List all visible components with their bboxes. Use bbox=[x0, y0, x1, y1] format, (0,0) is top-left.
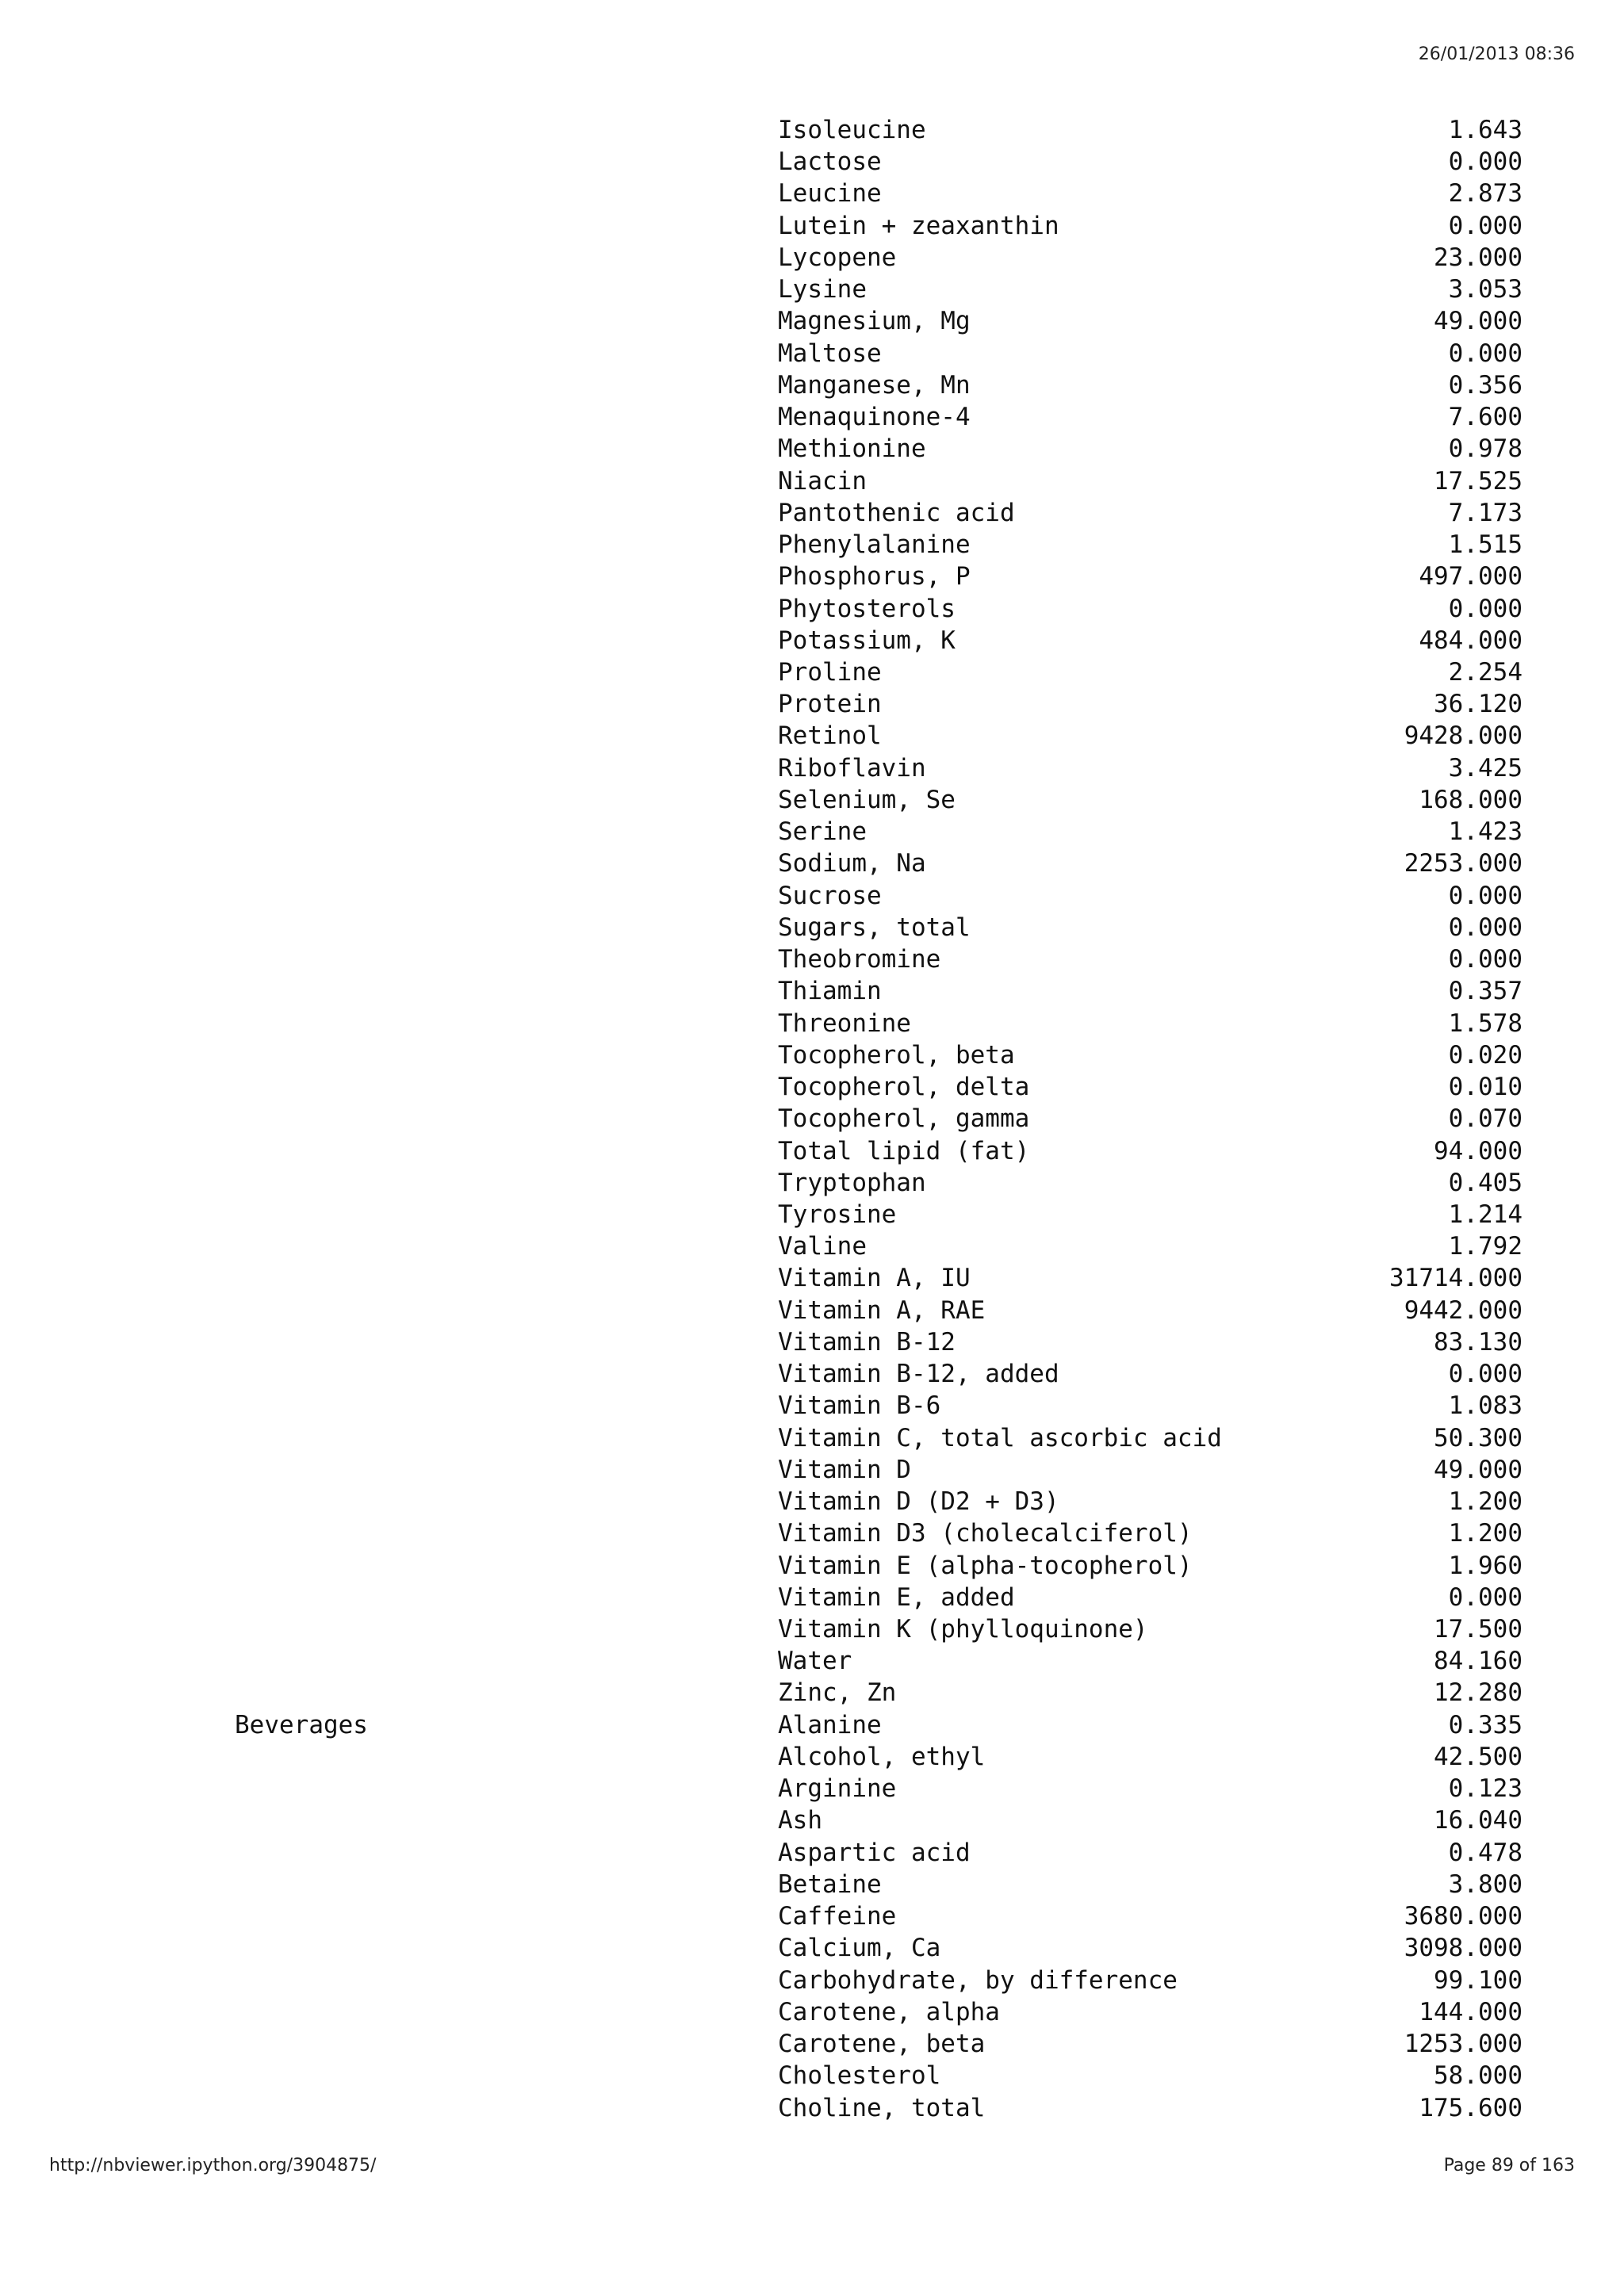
nutrient-value-cell: 168.000 bbox=[1419, 785, 1522, 814]
nutrient-value-cell: 12.280 bbox=[1434, 1678, 1522, 1708]
nutrient-value-cell: 1.423 bbox=[1448, 817, 1522, 847]
nutrient-value-cell: 0.000 bbox=[1448, 1582, 1522, 1612]
nutrient-value-cell: 17.500 bbox=[1434, 1615, 1522, 1644]
nutrient-name-cell: Vitamin E, added bbox=[778, 1582, 1015, 1612]
table-row bbox=[0, 1709, 1624, 1741]
nutrient-name-cell: Vitamin E (alpha-tocopherol) bbox=[778, 1551, 1193, 1580]
table-row bbox=[0, 1262, 1624, 1294]
nutrient-name-cell: Alanine bbox=[778, 1710, 882, 1739]
nutrient-name-cell: Tocopherol, beta bbox=[778, 1040, 1015, 1070]
nutrient-name-cell: Methionine bbox=[778, 434, 926, 464]
nutrient-name-cell: Vitamin K (phylloquinone) bbox=[778, 1615, 1148, 1644]
nutrient-name-cell: Leucine bbox=[778, 179, 882, 209]
nutrient-value-cell: 0.010 bbox=[1448, 1073, 1522, 1102]
nutrient-value-cell: 497.000 bbox=[1419, 562, 1522, 591]
nutrient-name-cell: Pantothenic acid bbox=[778, 498, 1015, 527]
table-row bbox=[0, 1773, 1624, 1804]
table-row bbox=[0, 816, 1624, 848]
nutrient-value-cell: 36.120 bbox=[1434, 690, 1522, 719]
table-row bbox=[0, 1295, 1624, 1326]
nutrient-value-cell: 1253.000 bbox=[1404, 2030, 1522, 2059]
nutrient-value-cell: 0.478 bbox=[1448, 1838, 1522, 1867]
nutrient-value-cell: 49.000 bbox=[1434, 307, 1522, 336]
nutrient-value-cell: 1.200 bbox=[1448, 1487, 1522, 1517]
nutrient-value-cell: 50.300 bbox=[1434, 1423, 1522, 1452]
table-row bbox=[0, 1103, 1624, 1135]
nutrient-value-cell: 3.053 bbox=[1448, 275, 1522, 304]
nutrient-name-cell: Retinol bbox=[778, 721, 882, 751]
nutrient-value-cell: 144.000 bbox=[1419, 1997, 1522, 2026]
nutrient-name-cell: Maltose bbox=[778, 339, 882, 368]
nutrient-name-cell: Calcium, Ca bbox=[778, 1934, 941, 1963]
nutrient-name-cell: Theobromine bbox=[778, 945, 941, 974]
table-row bbox=[0, 305, 1624, 337]
nutrient-value-cell: 49.000 bbox=[1434, 1455, 1522, 1484]
nutrient-value-cell: 2253.000 bbox=[1404, 849, 1522, 878]
table-row bbox=[0, 210, 1624, 242]
nutrient-name-cell: Selenium, Se bbox=[778, 785, 956, 814]
nutrient-value-cell: 42.500 bbox=[1434, 1742, 1522, 1771]
nutrient-value-cell: 0.357 bbox=[1448, 977, 1522, 1006]
table-row bbox=[0, 1869, 1624, 1900]
table-row bbox=[0, 274, 1624, 305]
nutrient-value-cell: 16.040 bbox=[1434, 1806, 1522, 1835]
nutrient-name-cell: Vitamin B-6 bbox=[778, 1391, 941, 1421]
table-row bbox=[0, 561, 1624, 592]
nutrient-name-cell: Niacin bbox=[778, 466, 867, 496]
nutrient-value-cell: 0.000 bbox=[1448, 945, 1522, 974]
table-row bbox=[0, 114, 1624, 146]
table-row bbox=[0, 242, 1624, 274]
table-row bbox=[0, 943, 1624, 975]
nutrient-value-cell: 1.515 bbox=[1448, 530, 1522, 560]
table-row bbox=[0, 912, 1624, 943]
nutrient-name-cell: Serine bbox=[778, 817, 867, 847]
nutrient-value-cell: 1.578 bbox=[1448, 1008, 1522, 1038]
nutrient-value-cell: 3.800 bbox=[1448, 1869, 1522, 1899]
nutrient-name-cell: Tocopherol, gamma bbox=[778, 1104, 1030, 1134]
table-row bbox=[0, 1804, 1624, 1836]
nutrient-value-cell: 0.000 bbox=[1448, 211, 1522, 240]
nutrient-name-cell: Proline bbox=[778, 657, 882, 687]
table-row bbox=[0, 688, 1624, 720]
nutrient-value-cell: 0.000 bbox=[1448, 147, 1522, 177]
table-row bbox=[0, 593, 1624, 625]
nutrient-value-cell: 3.425 bbox=[1448, 753, 1522, 783]
nutrient-value-cell: 84.160 bbox=[1434, 1647, 1522, 1676]
nutrient-name-cell: Carotene, beta bbox=[778, 2030, 986, 2059]
nutrient-value-cell: 0.000 bbox=[1448, 594, 1522, 623]
nutrient-name-cell: Manganese, Mn bbox=[778, 370, 971, 400]
nutrient-value-cell: 0.020 bbox=[1448, 1040, 1522, 1070]
nutrient-name-cell: Water bbox=[778, 1647, 852, 1676]
nutrient-name-cell: Sugars, total bbox=[778, 913, 971, 942]
page-number: Page 89 of 163 bbox=[1443, 2156, 1575, 2175]
nutrient-name-cell: Arginine bbox=[778, 1774, 897, 1804]
nutrient-name-cell: Ash bbox=[778, 1806, 822, 1835]
table-row bbox=[0, 1517, 1624, 1549]
nutrient-name-cell: Total lipid (fat) bbox=[778, 1136, 1030, 1165]
table-row bbox=[0, 1135, 1624, 1167]
nutrient-name-cell: Threonine bbox=[778, 1008, 911, 1038]
nutrient-value-cell: 1.214 bbox=[1448, 1200, 1522, 1229]
nutrient-value-cell: 9428.000 bbox=[1404, 721, 1522, 751]
nutrient-value-cell: 23.000 bbox=[1434, 243, 1522, 272]
nutrient-value-cell: 0.335 bbox=[1448, 1710, 1522, 1739]
nutrient-name-cell: Carbohydrate, by difference bbox=[778, 1965, 1178, 1995]
nutrient-value-cell: 1.083 bbox=[1448, 1391, 1522, 1421]
nutrient-name-cell: Magnesium, Mg bbox=[778, 307, 971, 336]
table-row bbox=[0, 497, 1624, 529]
nutrient-name-cell: Tryptophan bbox=[778, 1168, 926, 1197]
food-group-cell: Beverages bbox=[235, 1710, 368, 1739]
table-row bbox=[0, 1932, 1624, 1964]
nutrient-name-cell: Isoleucine bbox=[778, 116, 926, 144]
table-row bbox=[0, 1677, 1624, 1709]
table-row bbox=[0, 880, 1624, 912]
nutrient-value-cell: 94.000 bbox=[1434, 1136, 1522, 1165]
table-row bbox=[0, 848, 1624, 879]
nutrient-value-cell: 484.000 bbox=[1419, 626, 1522, 655]
nutrient-value-cell: 83.130 bbox=[1434, 1327, 1522, 1357]
nutrient-value-cell: 1.792 bbox=[1448, 1232, 1522, 1261]
table-row bbox=[0, 1837, 1624, 1869]
nutrient-value-cell: 0.123 bbox=[1448, 1774, 1522, 1804]
nutrient-value-cell: 0.405 bbox=[1448, 1168, 1522, 1197]
nutrient-name-cell: Vitamin D3 (cholecalciferol) bbox=[778, 1519, 1193, 1548]
nutrient-value-cell: 0.000 bbox=[1448, 913, 1522, 942]
nutrient-value-cell: 99.100 bbox=[1434, 1965, 1522, 1995]
table-row bbox=[0, 1071, 1624, 1103]
nutrient-name-cell: Aspartic acid bbox=[778, 1838, 971, 1867]
nutrient-name-cell: Potassium, K bbox=[778, 626, 956, 655]
table-row bbox=[0, 401, 1624, 433]
nutrient-value-cell: 2.254 bbox=[1448, 657, 1522, 687]
nutrient-name-cell: Riboflavin bbox=[778, 753, 926, 783]
nutrient-value-cell: 3098.000 bbox=[1404, 1934, 1522, 1963]
nutrient-name-cell: Lutein + zeaxanthin bbox=[778, 211, 1059, 240]
nutrient-value-cell: 175.600 bbox=[1419, 2093, 1522, 2122]
nutrient-value-cell: 0.000 bbox=[1448, 339, 1522, 368]
nutrient-name-cell: Phenylalanine bbox=[778, 530, 971, 560]
nutrient-value-cell: 0.978 bbox=[1448, 434, 1522, 464]
table-row bbox=[0, 656, 1624, 688]
nutrient-name-cell: Phosphorus, P bbox=[778, 562, 971, 591]
table-row bbox=[0, 1486, 1624, 1517]
page-url: http://nbviewer.ipython.org/3904875/ bbox=[49, 2156, 377, 2175]
table-row bbox=[0, 1422, 1624, 1454]
table-row bbox=[0, 1390, 1624, 1422]
table-row bbox=[0, 529, 1624, 561]
nutrient-name-cell: Vitamin C, total ascorbic acid bbox=[778, 1423, 1222, 1452]
nutrient-name-cell: Choline, total bbox=[778, 2093, 986, 2122]
nutrient-value-cell: 7.600 bbox=[1448, 403, 1522, 432]
nutrient-name-cell: Sucrose bbox=[778, 881, 882, 910]
nutrient-value-cell: 7.173 bbox=[1448, 498, 1522, 527]
nutrient-value-cell: 31714.000 bbox=[1389, 1264, 1522, 1293]
table-row bbox=[0, 625, 1624, 656]
table-row bbox=[0, 1613, 1624, 1645]
nutrient-value-cell: 3680.000 bbox=[1404, 1902, 1522, 1931]
nutrient-value-cell: 0.000 bbox=[1448, 1360, 1522, 1389]
table-row bbox=[0, 784, 1624, 816]
table-row bbox=[0, 1199, 1624, 1230]
nutrient-name-cell: Phytosterols bbox=[778, 594, 956, 623]
print-datetime: 26/01/2013 08:36 bbox=[1418, 44, 1575, 64]
table-row bbox=[0, 1550, 1624, 1582]
table-row bbox=[0, 338, 1624, 369]
nutrient-value-cell: 0.356 bbox=[1448, 370, 1522, 400]
table-row bbox=[0, 465, 1624, 497]
nutrient-name-cell: Tyrosine bbox=[778, 1200, 897, 1229]
table-row bbox=[0, 1008, 1624, 1039]
nutrient-value-cell: 9442.000 bbox=[1404, 1295, 1522, 1325]
nutrient-name-cell: Vitamin D bbox=[778, 1455, 911, 1484]
nutrient-name-cell: Vitamin B-12, added bbox=[778, 1360, 1059, 1389]
nutrient-name-cell: Lactose bbox=[778, 147, 882, 177]
nutrient-name-cell: Menaquinone-4 bbox=[778, 403, 971, 432]
nutrient-name-cell: Lysine bbox=[778, 275, 867, 304]
table-row bbox=[0, 1996, 1624, 2028]
nutrient-name-cell: Vitamin A, RAE bbox=[778, 1295, 986, 1325]
table-row bbox=[0, 720, 1624, 752]
nutrient-name-cell: Vitamin A, IU bbox=[778, 1264, 971, 1293]
nutrient-value-cell: 17.525 bbox=[1434, 466, 1522, 496]
table-row bbox=[0, 1326, 1624, 1358]
table-row bbox=[0, 1230, 1624, 1262]
nutrient-name-cell: Thiamin bbox=[778, 977, 882, 1006]
table-row bbox=[0, 1741, 1624, 1773]
table-row bbox=[0, 1965, 1624, 1996]
nutrient-name-cell: Caffeine bbox=[778, 1902, 897, 1931]
nutrient-value-cell: 1.960 bbox=[1448, 1551, 1522, 1580]
table-row bbox=[0, 1167, 1624, 1199]
nutrient-value-cell: 58.000 bbox=[1434, 2061, 1522, 2091]
nutrient-value-cell: 1.643 bbox=[1448, 116, 1522, 144]
nutrient-name-cell: Zinc, Zn bbox=[778, 1678, 897, 1708]
nutrient-name-cell: Carotene, alpha bbox=[778, 1997, 1000, 2026]
table-row bbox=[0, 1582, 1624, 1613]
nutrient-value-cell: 0.000 bbox=[1448, 881, 1522, 910]
table-row bbox=[0, 178, 1624, 209]
nutrient-name-cell: Tocopherol, delta bbox=[778, 1073, 1030, 1102]
nutrient-value-cell: 1.200 bbox=[1448, 1519, 1522, 1548]
nutrient-value-cell: 2.873 bbox=[1448, 179, 1522, 209]
table-row bbox=[0, 2028, 1624, 2060]
nutrient-name-cell: Cholesterol bbox=[778, 2061, 941, 2091]
table-row bbox=[0, 1645, 1624, 1677]
nutrient-name-cell: Lycopene bbox=[778, 243, 897, 272]
table-row bbox=[0, 369, 1624, 401]
table-row bbox=[0, 1358, 1624, 1390]
table-row bbox=[0, 975, 1624, 1007]
nutrient-name-cell: Vitamin D (D2 + D3) bbox=[778, 1487, 1059, 1517]
table-row bbox=[0, 146, 1624, 178]
nutrient-name-cell: Protein bbox=[778, 690, 882, 719]
table-row bbox=[0, 1454, 1624, 1486]
table-row bbox=[0, 1039, 1624, 1071]
nutrient-name-cell: Valine bbox=[778, 1232, 867, 1261]
table-row bbox=[0, 2092, 1624, 2124]
nutrient-name-cell: Sodium, Na bbox=[778, 849, 926, 878]
table-row bbox=[0, 433, 1624, 465]
nutrient-name-cell: Alcohol, ethyl bbox=[778, 1742, 986, 1771]
nutrient-name-cell: Vitamin B-12 bbox=[778, 1327, 956, 1357]
table-row bbox=[0, 1900, 1624, 1932]
nutrient-table bbox=[0, 114, 1624, 2124]
table-row bbox=[0, 2060, 1624, 2091]
table-row bbox=[0, 752, 1624, 784]
nutrient-value-cell: 0.070 bbox=[1448, 1104, 1522, 1134]
nutrient-name-cell: Betaine bbox=[778, 1869, 882, 1899]
